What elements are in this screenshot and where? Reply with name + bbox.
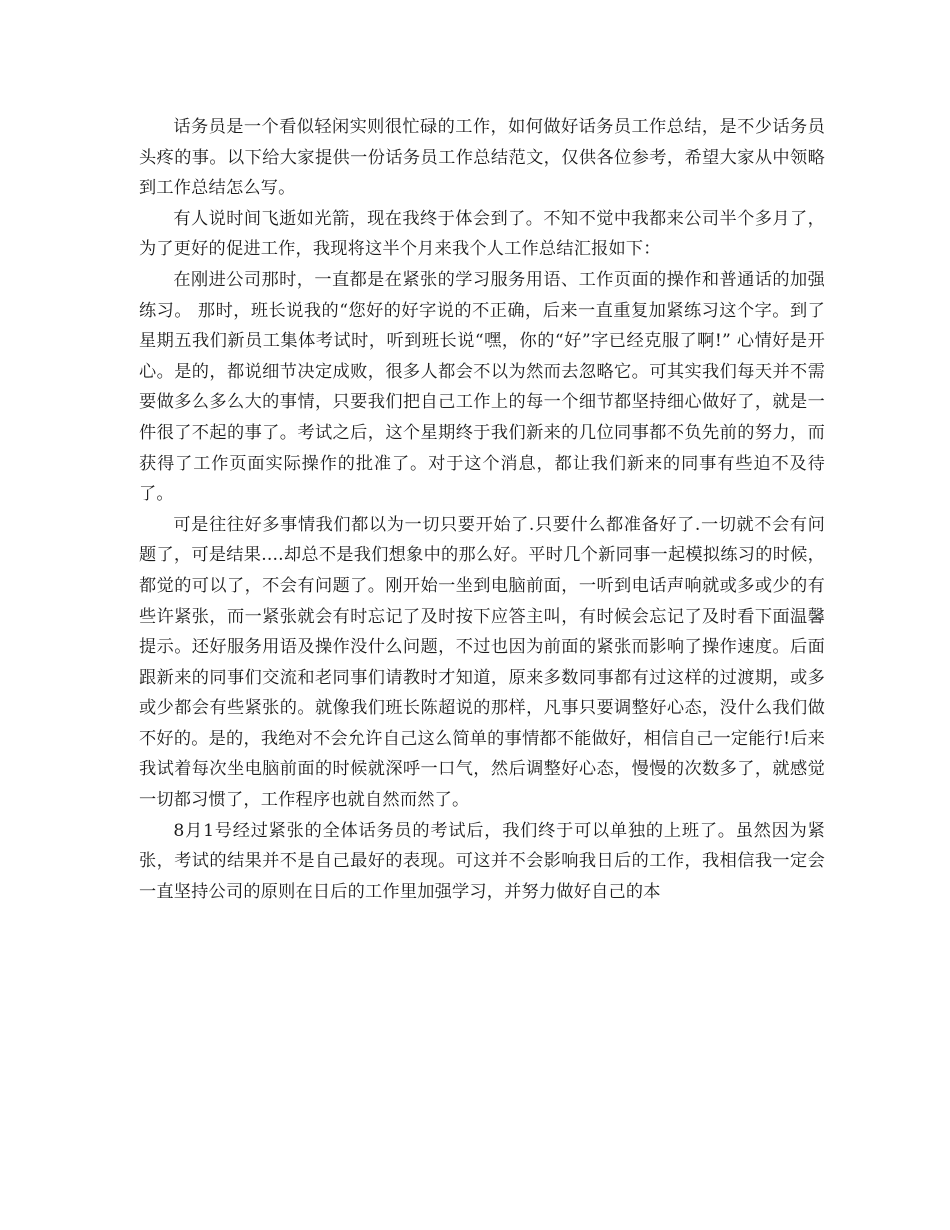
- paragraph-opening: 有人说时间飞逝如光箭，现在我终于体会到了。不知不觉中我都来公司半个多月了，为了更好的促进工作，我现将这半个月来我个人工作总结汇报如下：: [139, 208, 825, 260]
- paragraph-training: 在刚进公司那时，一直都是在紧张的学习服务用语、工作页面的操作和普通话的加强练习。 那时，班长说我的“您好的好字说的不正确，后来一直重复加紧练习这个字。到了星期五我们新员工集体考试时，听到班长说“嘿，你的“好”字已经克服了啊!” 心情好是开心。是的，都说细节决定成败，很多人都会不以为然而去忽略它。可其实我们每天并不需要做多么多么大的事情，只要我们把自己工作上的每一个细节都坚持细心做好了，就是一件很了不起的事了。考试之后，这个星期终于我们新来的几位同事都不负先前的努力，而获得了工作页面实际操作的批准了。对于这个消息，都让我们新来的同事有些迫不及待了。: [139, 269, 825, 505]
- paragraph-intro: 话务员是一个看似轻闲实则很忙碌的工作，如何做好话务员工作总结，是不少话务员头疼的事。以下给大家提供一份话务员工作总结范文，仅供各位参考，希望大家从中领略到工作总结怎么写。: [139, 117, 825, 199]
- document-body: [139, 112, 825, 907]
- paragraph-exam: 8月1号经过紧张的全体话务员的考试后，我们终于可以单独的上班了。虽然因为紧张，考试的结果并不是自己最好的表现。可这并不会影响我日后的工作，我相信我一定会一直坚持公司的原则在日后的工作里加强学习，并努力做好自己的本: [139, 820, 825, 902]
- paragraph-nervousness: 可是往往好多事情我们都以为一切只要开始了.只要什么都准备好了.一切就不会有问题了，可是结果....却总不是我们想象中的那么好。平时几个新同事一起模拟练习的时候，都觉的可以了，不会有问题了。刚开始一坐到电脑前面，一听到电话声响就或多或少的有些许紧张，而一紧张就会有时忘记了及时按下应答主叫，有时候会忘记了及时看下面温馨提示。还好服务用语及操作没什么问题，不过也因为前面的紧张而影响了操作速度。后面跟新来的同事们交流和老同事们请教时才知道，原来多数同事都有过这样的过渡期，或多或少都会有些紧张的。就像我们班长陈超说的那样，凡事只要调整好心态，没什么我们做不好的。是的，我绝对不会允许自己这么简单的事情都不能做好，相信自己一定能行!后来我试着每次坐电脑前面的时候就深呼一口气，然后调整好心态，慢慢的次数多了，就感觉一切都习惯了，工作程序也就自然而然了。: [139, 514, 825, 811]
